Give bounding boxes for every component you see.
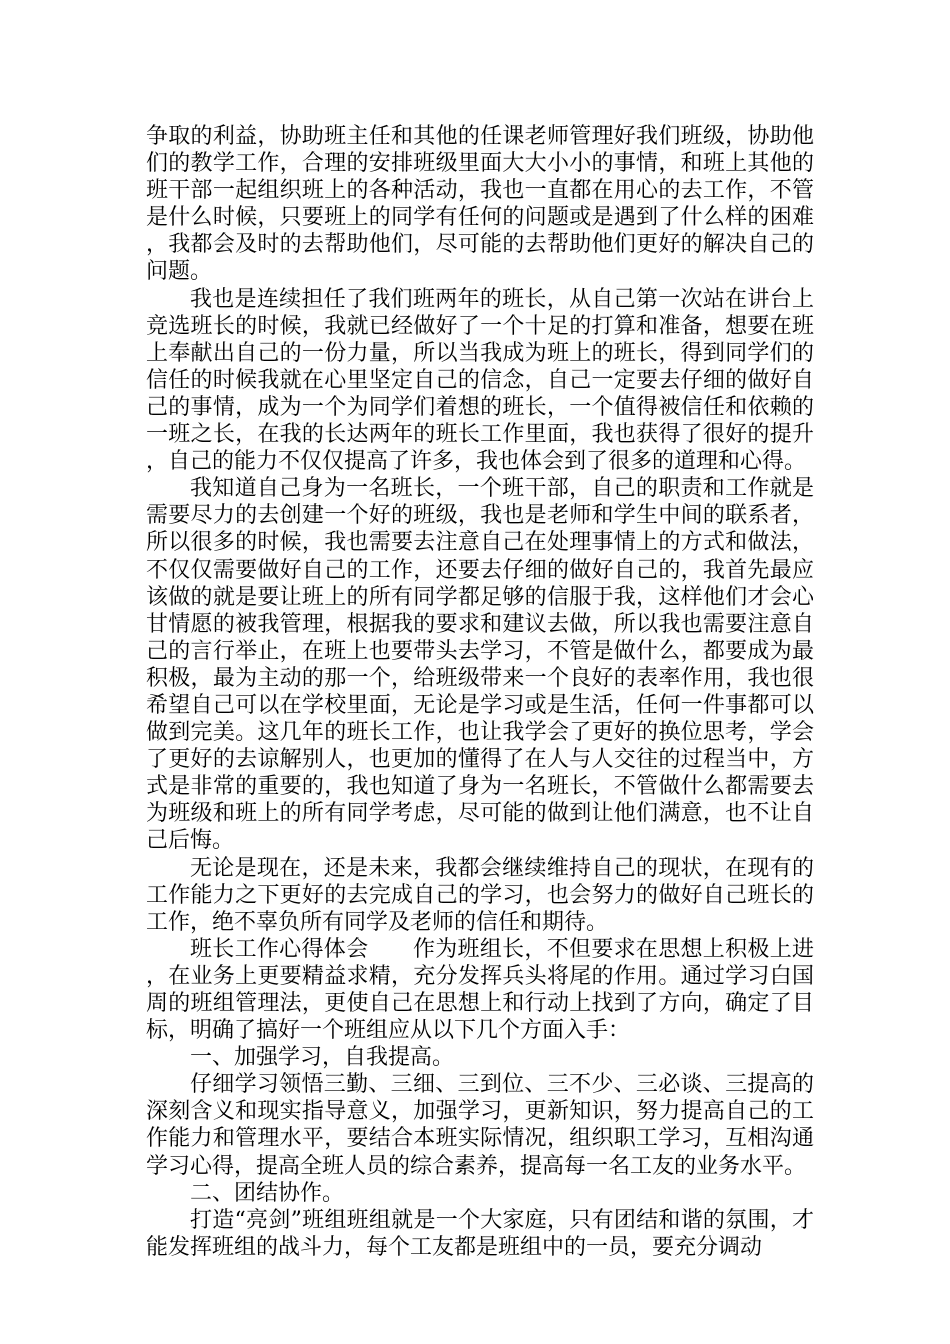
paragraph-1: 争取的利益，协助班主任和其他的任课老师管理好我们班级，协助他们的教学工作，合理的安排班级里面大大小小的事情，和班上其他的班干部一起组织班上的各种活动，我也一直都在用心的去工作，不管是什么时候，只要班上的同学有任何的问题或是遇到了什么样的困难，我都会及时的去帮助他们，尽可能的去帮助他们更好的解决自己的问题。	[146, 124, 814, 285]
paragraph-4: 无论是现在，还是未来，我都会继续维持自己的现状，在现有的工作能力之下更好的去完成自己的学习，也会努力的做好自己班长的工作，绝不辜负所有同学及老师的信任和期待。	[146, 855, 814, 935]
section-heading-1: 一、加强学习，自我提高。	[190, 1045, 455, 1071]
paragraph-6: 仔细学习领悟三勤、三细、三到位、三不少、三必谈、三提高的深刻含义和现实指导意义，加强学习，更新知识，努力提高自己的工作能力和管理水平，要结合本班实际情况，组织职工学习，互相沟通学习心得，提高全班人员的综合素养，提高每一名工友的业务水平。	[146, 1072, 814, 1179]
paragraph-5: 班长工作心得体会 作为班组长，不但要求在思想上积极上进，在业务上更要精益求精，充分发挥兵头将尾的作用。通过学习白国周的班组管理法，更使自己在思想上和行动上找到了方向，确定了目标，明确了搞好一个班组应从以下几个方面入手：	[146, 936, 814, 1044]
paragraph-7: 打造“亮剑”班组班组就是一个大家庭，只有团结和谐的氛围，才能发挥班组的战斗力，每个工友都是班组中的一员，要充分调动	[146, 1207, 814, 1260]
paragraph-2: 我也是连续担任了我们班两年的班长，从自己第一次站在讲台上竞选班长的时候，我就已经做好了一个十足的打算和准备，想要在班上奉献出自己的一份力量，所以当我成为班上的班长，得到同学们的信任的时候我就在心里坚定自己的信念，自己一定要去仔细的做好自己的事情，成为一个为同学们着想的班长，一个值得被信任和依赖的一班之长，在我的长达两年的班长工作里面，我也获得了很好的提升，自己的能力不仅仅提高了许多，我也体会到了很多的道理和心得。	[146, 286, 814, 475]
paragraph-3: 我知道自己身为一名班长，一个班干部，自己的职责和工作就是需要尽力的去创建一个好的班级，我也是老师和学生中间的联系者，所以很多的时候，我也需要去注意自己在处理事情上的方式和做法，不仅仅需要做好自己的工作，还要去仔细的做好自己的，我首先最应该做的就是要让班上的所有同学都足够的信服于我，这样他们才会心甘情愿的被我管理，根据我的要求和建议去做，所以我也需要注意自己的言行举止，在班上也要带头去学习，不管是做什么，都要成为最积极，最为主动的那一个，给班级带来一个良好的表率作用，我也很希望自己可以在学校里面，无论是学习或是生活，任何一件事都可以做到完美。这几年的班长工作，也让我学会了更好的换位思考，学会了更好的去谅解别人，也更加的懂得了在人与人交往的过程当中，方式是非常的重要的，我也知道了身为一名班长，不管做什么都需要去为班级和班上的所有同学考虑，尽可能的做到让他们满意，也不让自己后悔。	[146, 476, 814, 854]
document-body	[146, 123, 814, 1261]
section-heading-2: 二、团结协作。	[190, 1180, 345, 1206]
